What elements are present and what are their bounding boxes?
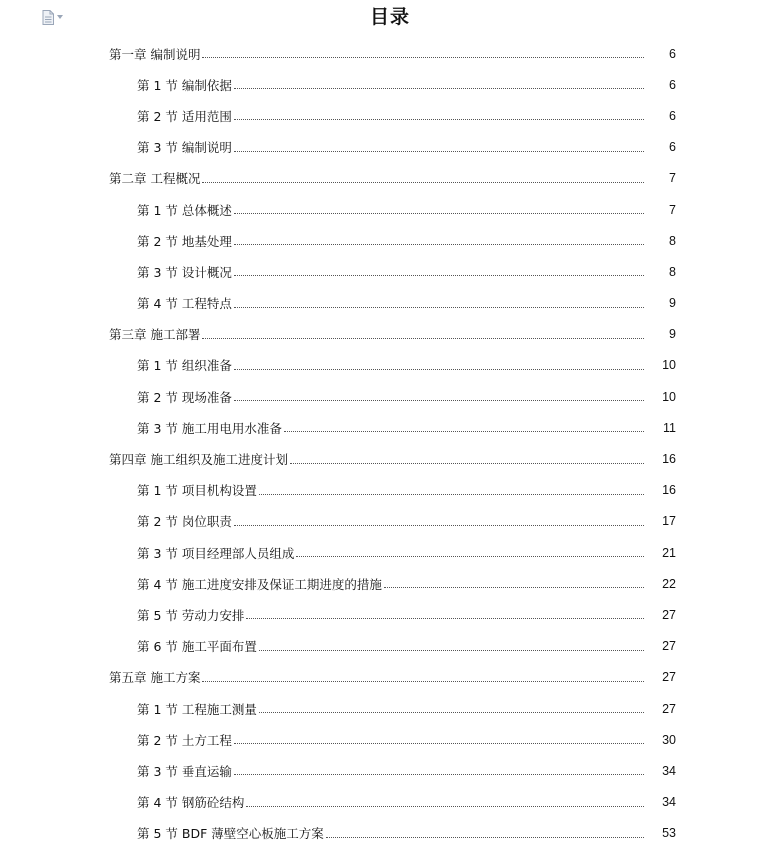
- dotted-leader: [246, 806, 644, 807]
- toc-entry-page-number: 27: [662, 607, 676, 622]
- toc-section-entry[interactable]: [0, 724, 780, 755]
- dotted-leader: [234, 119, 644, 120]
- toc-entry-label: 第 1 节 编制依据: [137, 77, 232, 93]
- toc-entry-label: 第 1 节 组织准备: [137, 358, 232, 374]
- toc-entry-label: 第三章 施工部署: [109, 327, 201, 343]
- toc-section-entry[interactable]: [0, 100, 780, 131]
- toc-entry-page-number: 16: [662, 452, 676, 467]
- toc-entry-label: 第二章 工程概况: [109, 171, 201, 187]
- toc-chapter-entry[interactable]: [0, 662, 780, 693]
- dotted-leader: [234, 213, 644, 214]
- dotted-leader: [234, 275, 644, 276]
- dotted-leader: [234, 774, 644, 775]
- dotted-leader: [202, 57, 644, 58]
- toc-section-entry[interactable]: [0, 475, 780, 506]
- toc-entry-label: 第 1 节 项目机构设置: [137, 483, 257, 499]
- dotted-leader: [259, 712, 644, 713]
- dotted-leader: [284, 431, 644, 432]
- toc-entry-label: 第一章 编制说明: [109, 46, 201, 62]
- toc-section-entry[interactable]: [0, 506, 780, 537]
- toc-entry-label: 第四章 施工组织及施工进度计划: [109, 452, 288, 468]
- toc-section-entry[interactable]: [0, 787, 780, 818]
- toc-chapter-entry[interactable]: [0, 443, 780, 474]
- toc-section-entry[interactable]: [0, 256, 780, 287]
- toc-chapter-entry[interactable]: [0, 319, 780, 350]
- dotted-leader: [290, 463, 644, 464]
- table-of-contents: [0, 38, 780, 849]
- dotted-leader: [234, 151, 644, 152]
- toc-entry-label: 第 1 节 总体概述: [137, 202, 232, 218]
- toc-entry-page-number: 17: [662, 514, 676, 529]
- dotted-leader: [234, 369, 644, 370]
- dotted-leader: [296, 556, 644, 557]
- toc-section-entry[interactable]: [0, 412, 780, 443]
- toc-entry-page-number: 6: [669, 46, 676, 61]
- toc-entry-page-number: 10: [662, 389, 676, 404]
- toc-section-entry[interactable]: [0, 693, 780, 724]
- toc-entry-label: 第 4 节 钢筋砼结构: [137, 795, 245, 811]
- toc-entry-page-number: 9: [669, 327, 676, 342]
- toc-entry-page-number: 9: [669, 296, 676, 311]
- toc-entry-page-number: 34: [662, 795, 676, 810]
- dotted-leader: [234, 307, 644, 308]
- toc-entry-page-number: 7: [669, 171, 676, 186]
- dotted-leader: [202, 681, 644, 682]
- toc-entry-page-number: 7: [669, 202, 676, 217]
- dotted-leader: [384, 587, 644, 588]
- toc-entry-page-number: 22: [662, 576, 676, 591]
- toc-entry-page-number: 21: [662, 545, 676, 560]
- dotted-leader: [234, 400, 644, 401]
- toc-section-entry[interactable]: [0, 568, 780, 599]
- dotted-leader: [246, 618, 644, 619]
- toc-entry-page-number: 16: [662, 483, 676, 498]
- toc-section-entry[interactable]: [0, 69, 780, 100]
- toc-section-entry[interactable]: [0, 225, 780, 256]
- dotted-leader: [326, 837, 644, 838]
- dotted-leader: [202, 182, 644, 183]
- toc-entry-label: 第 3 节 垂直运输: [137, 763, 232, 779]
- toc-section-entry[interactable]: [0, 288, 780, 319]
- toc-section-entry[interactable]: [0, 599, 780, 630]
- toc-chapter-entry[interactable]: [0, 163, 780, 194]
- toc-entry-label: 第 6 节 施工平面布置: [137, 639, 257, 655]
- toc-entry-page-number: 27: [662, 639, 676, 654]
- toc-entry-label: 第 2 节 适用范围: [137, 108, 232, 124]
- toc-entry-label: 第 3 节 施工用电用水准备: [137, 420, 282, 436]
- toc-entry-page-number: 11: [663, 420, 676, 435]
- toc-entry-page-number: 34: [662, 763, 676, 778]
- toc-entry-label: 第 2 节 现场准备: [137, 389, 232, 405]
- toc-entry-label: 第 3 节 设计概况: [137, 264, 232, 280]
- dotted-leader: [259, 650, 644, 651]
- toc-section-entry[interactable]: [0, 755, 780, 786]
- toc-entry-label: 第 4 节 施工进度安排及保证工期进度的措施: [137, 576, 382, 592]
- toc-entry-page-number: 10: [662, 358, 676, 373]
- toc-entry-label: 第 4 节 工程特点: [137, 296, 232, 312]
- dotted-leader: [234, 743, 644, 744]
- toc-section-entry[interactable]: [0, 132, 780, 163]
- toc-section-entry[interactable]: [0, 818, 780, 849]
- dotted-leader: [234, 525, 644, 526]
- toc-entry-label: 第 3 节 编制说明: [137, 140, 232, 156]
- toc-entry-page-number: 8: [669, 233, 676, 248]
- toc-entry-page-number: 27: [662, 670, 676, 685]
- toc-entry-label: 第五章 施工方案: [109, 670, 201, 686]
- dotted-leader: [234, 88, 644, 89]
- toc-entry-page-number: 6: [669, 140, 676, 155]
- toc-entry-page-number: 30: [662, 732, 676, 747]
- toc-entry-label: 第 1 节 工程施工测量: [137, 701, 257, 717]
- toc-entry-label: 第 5 节 BDF 薄壁空心板施工方案: [137, 826, 324, 842]
- toc-entry-label: 第 3 节 项目经理部人员组成: [137, 545, 295, 561]
- toc-section-entry[interactable]: [0, 350, 780, 381]
- toc-entry-page-number: 53: [662, 826, 676, 841]
- toc-section-entry[interactable]: [0, 631, 780, 662]
- toc-entry-page-number: 6: [669, 77, 676, 92]
- toc-entry-label: 第 2 节 岗位职责: [137, 514, 232, 530]
- toc-section-entry[interactable]: [0, 194, 780, 225]
- toc-section-entry[interactable]: [0, 381, 780, 412]
- toc-chapter-entry[interactable]: [0, 38, 780, 69]
- page-title: 目录: [369, 6, 410, 28]
- toc-entry-label: 第 5 节 劳动力安排: [137, 607, 245, 623]
- dotted-leader: [202, 338, 644, 339]
- toc-entry-label: 第 2 节 地基处理: [137, 233, 232, 249]
- toc-entry-page-number: 8: [669, 264, 676, 279]
- dotted-leader: [259, 494, 644, 495]
- dotted-leader: [234, 244, 644, 245]
- toc-section-entry[interactable]: [0, 537, 780, 568]
- toc-entry-page-number: 27: [662, 701, 676, 716]
- toc-entry-page-number: 6: [669, 108, 676, 123]
- toc-entry-label: 第 2 节 土方工程: [137, 732, 232, 748]
